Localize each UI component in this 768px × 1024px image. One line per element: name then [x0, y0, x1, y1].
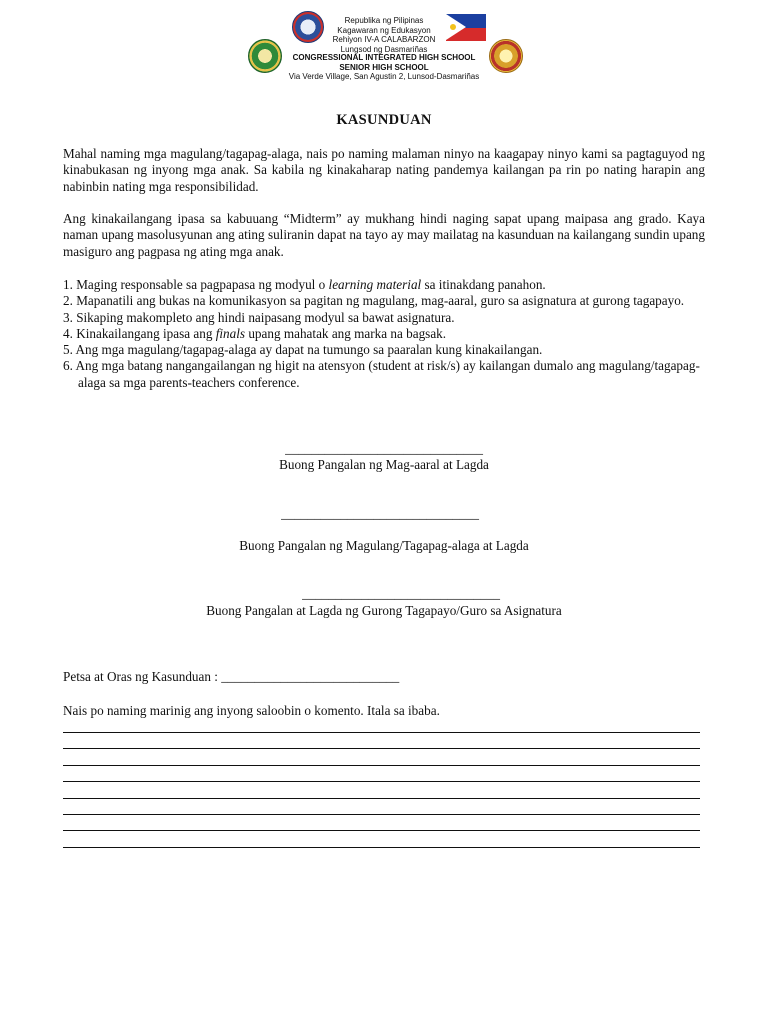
comment-line[interactable]	[63, 830, 700, 831]
comment-line[interactable]	[63, 814, 700, 815]
comment-line[interactable]	[63, 765, 700, 766]
letterhead-region: Rehiyon IV-A CALABARZON	[332, 35, 436, 44]
comment-line[interactable]	[63, 847, 700, 848]
letterhead-school-name: CONGRESSIONAL INTEGRATED HIGH SCHOOL	[292, 53, 476, 62]
comment-line[interactable]	[63, 732, 700, 733]
adviser-signature-line: ______________________________	[302, 586, 500, 601]
letterhead-city: Lungsod ng Dasmariñas	[340, 44, 428, 54]
agreement-item: 5. Ang mga magulang/tagapag-alaga ay dapat na tumungo sa paaralan kung kinakailangan.	[63, 342, 543, 358]
parent-signature-label: Buong Pangalan ng Magulang/Tagapag-alaga at Lagda	[239, 538, 529, 553]
agreement-item: 1. Maging responsable sa pagpapasa ng modyul o learning material sa itinakdang panahon.	[63, 277, 546, 292]
letterhead-address: Via Verde Village, San Agustin 2, Lunsod-Dasmariñas	[288, 72, 480, 81]
letterhead	[0, 10, 768, 90]
agreement-item: 3. Sikaping makompleto ang hindi naipasang modyul sa bawat asignatura.	[63, 309, 455, 325]
student-signature-label: Buong Pangalan ng Mag-aaral at Lagda	[279, 457, 489, 472]
letterhead-country: Republika ng Pilipinas	[344, 16, 424, 25]
letterhead-department: Kagawaran ng Edukasyon	[337, 25, 431, 35]
comments-prompt: Nais po naming marinig ang inyong saloobin o komento. Itala sa ibaba.	[63, 703, 440, 718]
document-title: KASUNDUAN	[336, 112, 432, 128]
agreement-item: 4. Kinakailangang ipasa ang finals upang mahatak ang marka na bagsak.	[63, 325, 447, 341]
agreement-item: 2. Mapanatili ang bukas na komunikasyon sa pagitan ng magulang, mag-aaral, guro sa asignatura at gurong tagapayo.	[63, 293, 685, 309]
parent-signature-line: ______________________________	[281, 506, 479, 521]
comment-line[interactable]	[63, 781, 700, 782]
agreement-item: 6. Ang mga batang nangangailangan ng higit na atensyon (student at risk/s) ay kailangan dumalo ang magulang/tagapag-alaga sa mga parents-teachers conference.	[63, 358, 700, 390]
agreement-list	[63, 277, 713, 391]
letterhead-school-division: SENIOR HIGH SCHOOL	[339, 62, 429, 72]
adviser-signature-label: Buong Pangalan at Lagda ng Gurong Tagapayo/Guro sa Asignatura	[206, 603, 562, 618]
midterm-paragraph: Ang kinakailangang ipasa sa kabuuang “Midterm” ay mukhang hindi naging sapat upang maipasa ang grado. Kaya naman upang masolusyunan ang ating suliranin dapat na tayo ay may mailatag na kasunduan na kailangang sundin upang masiguro ang pagpasa ng ating mga anak.	[63, 211, 705, 259]
date-time-line: Petsa at Oras ng Kasunduan : ___________________________	[63, 669, 400, 684]
comment-line[interactable]	[63, 798, 700, 799]
comment-line[interactable]	[63, 748, 700, 749]
student-signature-line: ______________________________	[285, 441, 483, 456]
intro-paragraph: Mahal naming mga magulang/tagapag-alaga, nais po naming malaman ninyo na kaagapay ninyo kami sa pagtaguyod ng kinabukasan ng inyong mga anak. Sa kabila ng kinakaharap nating pandemya kailangan pa rin po nating harapin ang nabinbin nating mga responsibilidad.	[63, 146, 705, 194]
